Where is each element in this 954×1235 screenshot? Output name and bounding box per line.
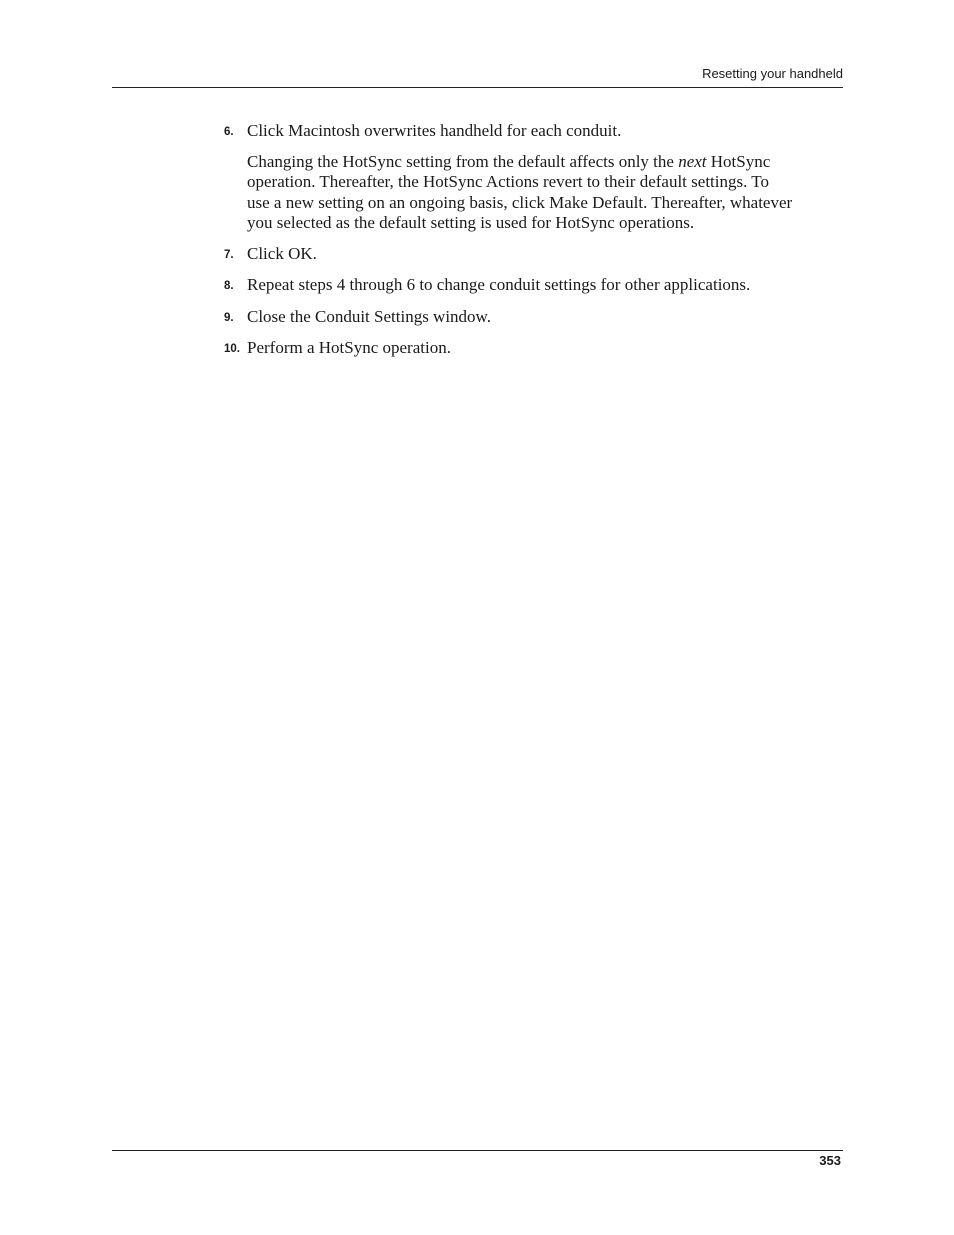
step-text: Repeat steps 4 through 6 to change conduit settings for other applications. xyxy=(247,275,751,294)
step-number: 10. xyxy=(224,343,240,355)
step-text: Click OK. xyxy=(247,244,317,263)
step-6-note xyxy=(247,152,844,233)
footer-rule xyxy=(112,1150,843,1151)
note-line-3: use a new setting on an ongoing basis, click Make Default. Thereafter, whatever xyxy=(247,192,793,212)
step-text: Click Macintosh overwrites handheld for each conduit. xyxy=(247,121,622,140)
note-line-2: operation. Thereafter, the HotSync Actions revert to their default settings. To xyxy=(247,172,769,192)
running-header: Resetting your handheld xyxy=(702,66,843,81)
step-number: 8. xyxy=(224,280,234,292)
note-line-4: you selected as the default setting is used for HotSync operations. xyxy=(247,212,695,232)
note-emphasis: next xyxy=(678,152,707,171)
step-number: 7. xyxy=(224,249,234,261)
step-number: 6. xyxy=(224,126,234,138)
step-text: Close the Conduit Settings window. xyxy=(247,307,491,326)
note-text: HotSync xyxy=(706,152,771,171)
page-number: 353 xyxy=(819,1153,841,1168)
header-rule xyxy=(112,87,843,88)
note-line-1 xyxy=(247,152,844,172)
step-number: 9. xyxy=(224,312,234,324)
step-text: Perform a HotSync operation. xyxy=(247,338,451,357)
note-text: Changing the HotSync setting from the default affects only the xyxy=(247,152,679,171)
